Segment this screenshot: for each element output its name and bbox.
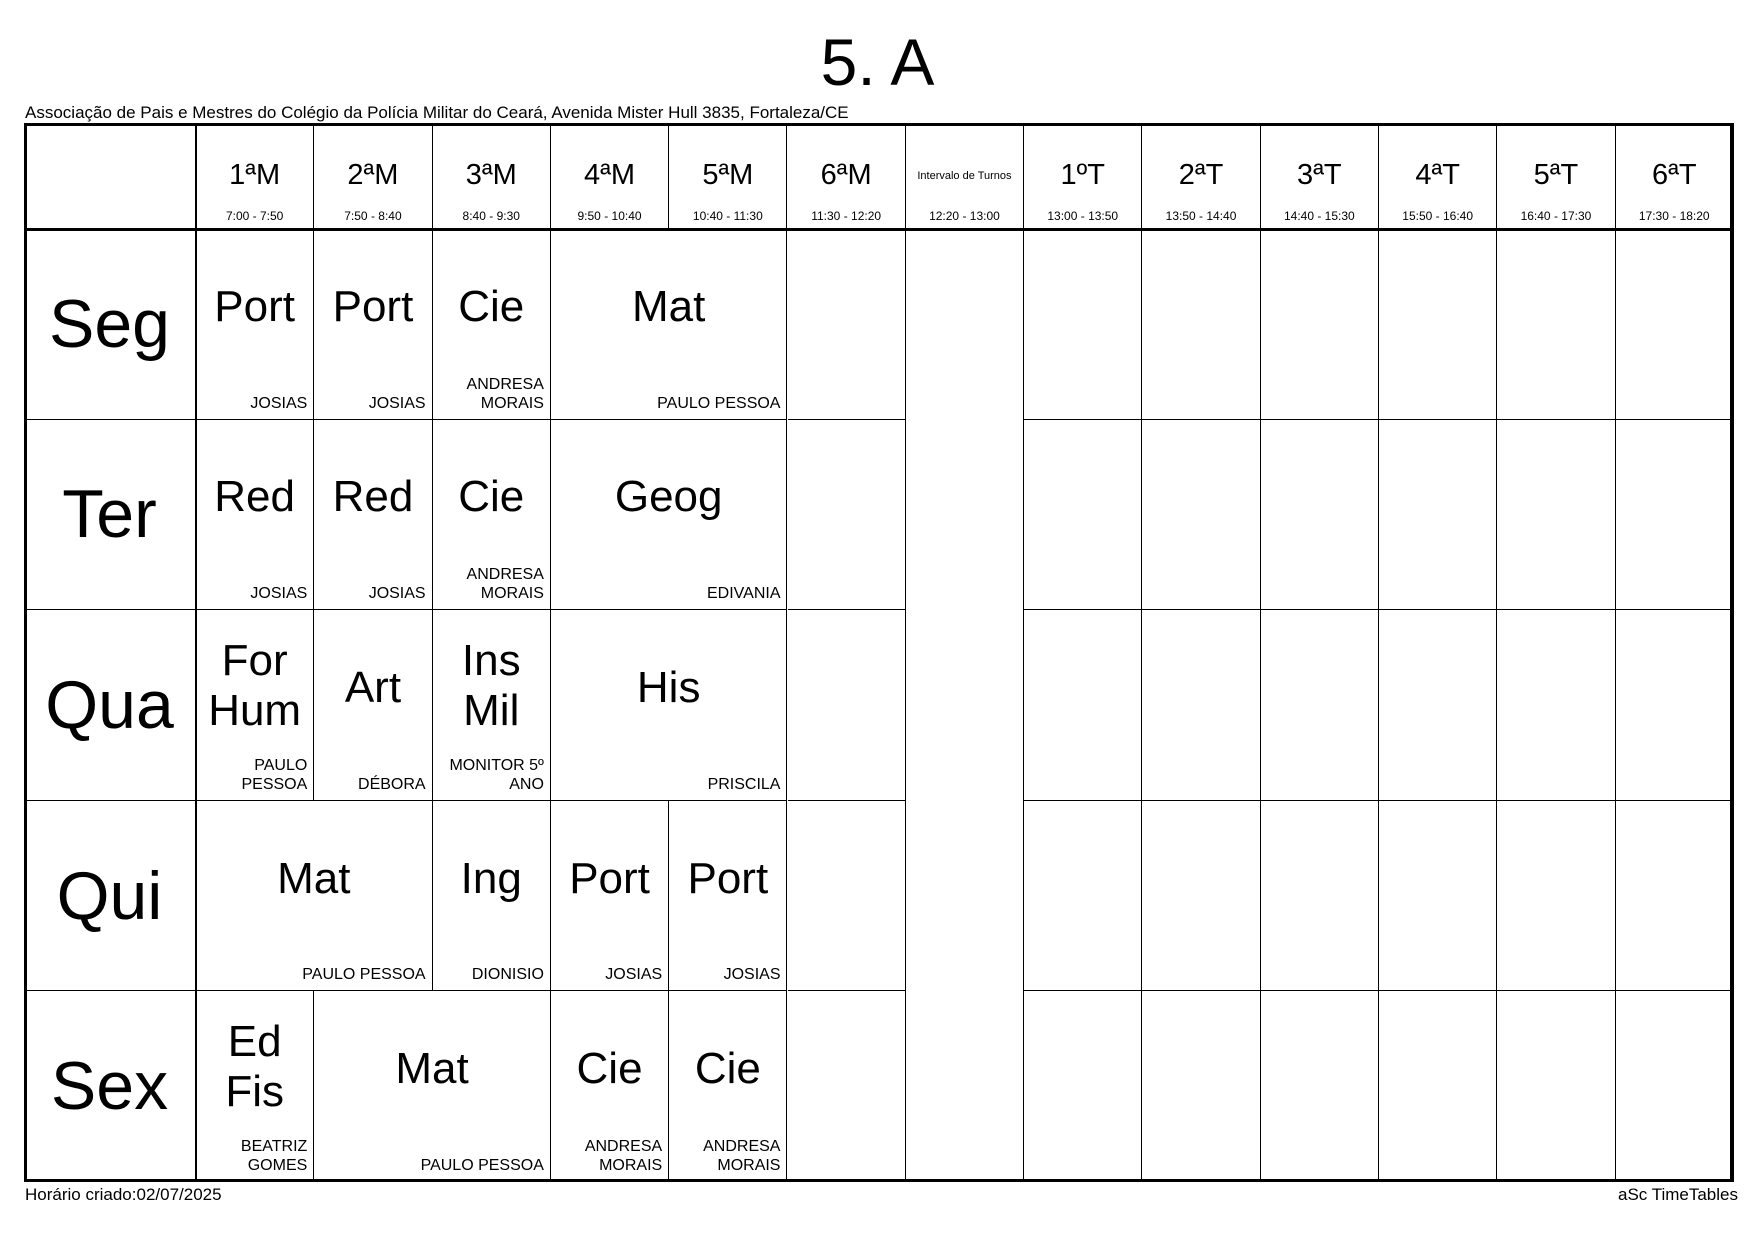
empty-cell (1261, 991, 1379, 1182)
period-name: 3ªM (465, 159, 517, 191)
period-header (1616, 123, 1734, 229)
day-name: Ter (62, 476, 157, 553)
period-time: 11:30 - 12:20 (811, 209, 882, 223)
lesson-cell (196, 420, 314, 611)
period-header (551, 123, 669, 229)
empty-cell (1497, 229, 1615, 420)
lesson-teacher: ANDRESA MORAIS (466, 566, 544, 603)
lesson-subject: Port (687, 853, 769, 903)
lesson-subject: Geog (614, 472, 723, 522)
lesson-subject: Cie (458, 281, 525, 331)
period-name: 2ªT (1178, 159, 1224, 191)
day-label (24, 610, 196, 801)
lesson-teacher: ANDRESA MORAIS (703, 1137, 781, 1174)
day-label (24, 991, 196, 1182)
period-header (314, 123, 432, 229)
empty-cell (1142, 991, 1260, 1182)
empty-cell (1497, 420, 1615, 611)
empty-cell (1261, 610, 1379, 801)
lesson-subject: For Hum (208, 635, 302, 735)
period-time: 7:00 - 7:50 (225, 209, 284, 223)
lesson-subject: Cie (694, 1044, 761, 1094)
school-address: Associação de Pais e Mestres do Colégio da Polícia Militar do Ceará, Avenida Mister Hull 3835, Fortaleza/CE (25, 103, 849, 122)
lesson-subject: Port (569, 853, 650, 903)
empty-cell (1024, 991, 1142, 1182)
lesson-subject: Cie (576, 1044, 643, 1094)
lesson-teacher: JOSIAS (368, 394, 426, 412)
empty-cell (1379, 420, 1497, 611)
period-name: 6ªM (820, 159, 872, 191)
period-time: 13:00 - 13:50 (1047, 209, 1119, 223)
period-name: Intervalo de Turnos (917, 170, 1012, 182)
period-time: 9:50 - 10:40 (577, 209, 642, 223)
empty-cell (1142, 610, 1260, 801)
lesson-subject: Ins Mil (461, 635, 521, 735)
period-header (906, 123, 1024, 229)
lesson-cell (196, 229, 314, 420)
lesson-subject: Red (214, 472, 295, 522)
period-header (788, 123, 906, 229)
lesson-cell (196, 801, 433, 992)
lesson-cell (669, 991, 787, 1182)
empty-cell (1616, 229, 1734, 420)
period-header (1142, 123, 1260, 229)
period-time: 10:40 - 11:30 (692, 209, 763, 223)
lesson-cell (551, 991, 669, 1182)
lesson-cell (433, 420, 551, 611)
lesson-cell (196, 991, 314, 1182)
empty-cell (788, 801, 906, 992)
lesson-cell (314, 610, 432, 801)
period-header (669, 123, 787, 229)
empty-cell (1261, 229, 1379, 420)
empty-cell (788, 229, 906, 420)
period-name: 3ªT (1297, 159, 1342, 191)
lesson-cell (433, 801, 551, 992)
day-column-divider (195, 123, 197, 1182)
period-header (196, 123, 314, 229)
created-date: Horário criado:02/07/2025 (25, 1185, 222, 1204)
day-name: Qui (56, 857, 163, 934)
period-time: 16:40 - 17:30 (1520, 209, 1592, 223)
period-name: 6ªT (1651, 159, 1697, 191)
empty-cell (1142, 229, 1260, 420)
empty-cell (1616, 991, 1734, 1182)
empty-cell (1379, 991, 1497, 1182)
lesson-teacher: JOSIAS (723, 966, 781, 984)
empty-cell (788, 991, 906, 1182)
lesson-teacher: JOSIAS (250, 585, 308, 603)
lesson-teacher: DÉBORA (358, 775, 426, 793)
lesson-cell (551, 229, 788, 420)
lesson-subject: Port (332, 281, 414, 331)
period-name: 4ªM (584, 159, 636, 191)
period-header (1379, 123, 1497, 229)
lesson-subject: Mat (395, 1044, 469, 1094)
lesson-cell (433, 229, 551, 420)
day-label (24, 801, 196, 992)
lesson-cell (196, 610, 314, 801)
period-time: 13:50 - 14:40 (1165, 209, 1237, 223)
lesson-cell (314, 420, 432, 611)
empty-cell (1024, 801, 1142, 992)
period-header (1497, 123, 1615, 229)
lesson-cell (314, 229, 432, 420)
break-column (906, 229, 1024, 1182)
lesson-teacher: PAULO PESSOA (241, 756, 308, 793)
empty-cell (788, 420, 906, 611)
lesson-cell (551, 801, 669, 992)
empty-cell (1024, 229, 1142, 420)
period-time: 8:40 - 9:30 (462, 209, 520, 223)
day-name: Qua (45, 666, 174, 743)
empty-cell (1024, 420, 1142, 611)
empty-cell (1024, 610, 1142, 801)
period-time: 7:50 - 8:40 (344, 209, 402, 223)
empty-cell (1142, 801, 1260, 992)
lesson-teacher: ANDRESA MORAIS (466, 375, 544, 412)
empty-cell (1379, 229, 1497, 420)
period-name: 5ªM (702, 159, 754, 191)
lesson-cell (551, 610, 788, 801)
period-name: 2ªM (347, 159, 399, 191)
empty-cell (1497, 610, 1615, 801)
period-header (1024, 123, 1142, 229)
empty-cell (1497, 801, 1615, 992)
lesson-teacher: PAULO PESSOA (302, 966, 426, 984)
day-label (24, 229, 196, 420)
lesson-teacher: JOSIAS (250, 394, 308, 412)
lesson-subject: Ed Fis (225, 1017, 284, 1117)
period-time: 17:30 - 18:20 (1638, 209, 1710, 223)
period-time: 14:40 - 15:30 (1283, 209, 1355, 223)
period-name: 4ªT (1415, 159, 1460, 191)
period-time: 15:50 - 16:40 (1402, 209, 1474, 223)
lesson-subject: Red (332, 472, 414, 522)
lesson-teacher: ANDRESA MORAIS (584, 1137, 663, 1174)
lesson-subject: Port (214, 281, 295, 331)
lesson-teacher: MONITOR 5º ANO (449, 756, 544, 793)
lesson-teacher: BEATRIZ GOMES (240, 1137, 308, 1174)
empty-cell (1379, 610, 1497, 801)
day-name: Seg (49, 285, 170, 362)
lesson-subject: Art (344, 662, 402, 712)
empty-cell (1616, 801, 1734, 992)
lesson-teacher: PRISCILA (707, 775, 781, 793)
period-time: 12:20 - 13:00 (929, 209, 1000, 223)
period-header (433, 123, 551, 229)
empty-cell (1616, 420, 1734, 611)
brand-label: aSc TimeTables (1618, 1185, 1738, 1204)
lesson-subject: Ing (460, 853, 522, 903)
period-name: 5ªT (1533, 159, 1579, 191)
empty-cell (1616, 610, 1734, 801)
header-divider (24, 228, 1733, 231)
lesson-cell (551, 420, 788, 611)
lesson-teacher: JOSIAS (368, 585, 426, 603)
lesson-teacher: EDIVANIA (706, 585, 781, 603)
lesson-subject: His (636, 662, 701, 712)
day-name: Sex (50, 1048, 169, 1125)
lesson-cell (433, 610, 551, 801)
lesson-cell (669, 801, 787, 992)
period-name: 1ºT (1060, 159, 1105, 191)
empty-cell (1497, 991, 1615, 1182)
period-name: 1ªM (229, 159, 281, 191)
lesson-teacher: DIONISIO (471, 966, 544, 984)
period-header (1261, 123, 1379, 229)
empty-cell (1142, 420, 1260, 611)
page-title: 5. A (820, 25, 935, 99)
lesson-teacher: JOSIAS (605, 966, 663, 984)
empty-cell (1261, 801, 1379, 992)
lesson-teacher: PAULO PESSOA (420, 1156, 544, 1174)
lesson-teacher: PAULO PESSOA (657, 394, 781, 412)
corner-cell (24, 123, 196, 229)
empty-cell (788, 610, 906, 801)
empty-cell (1379, 801, 1497, 992)
day-label (24, 420, 196, 611)
lesson-subject: Mat (277, 853, 351, 903)
empty-cell (1261, 420, 1379, 611)
lesson-subject: Mat (632, 281, 706, 331)
lesson-subject: Cie (458, 472, 525, 522)
lesson-cell (314, 991, 551, 1182)
